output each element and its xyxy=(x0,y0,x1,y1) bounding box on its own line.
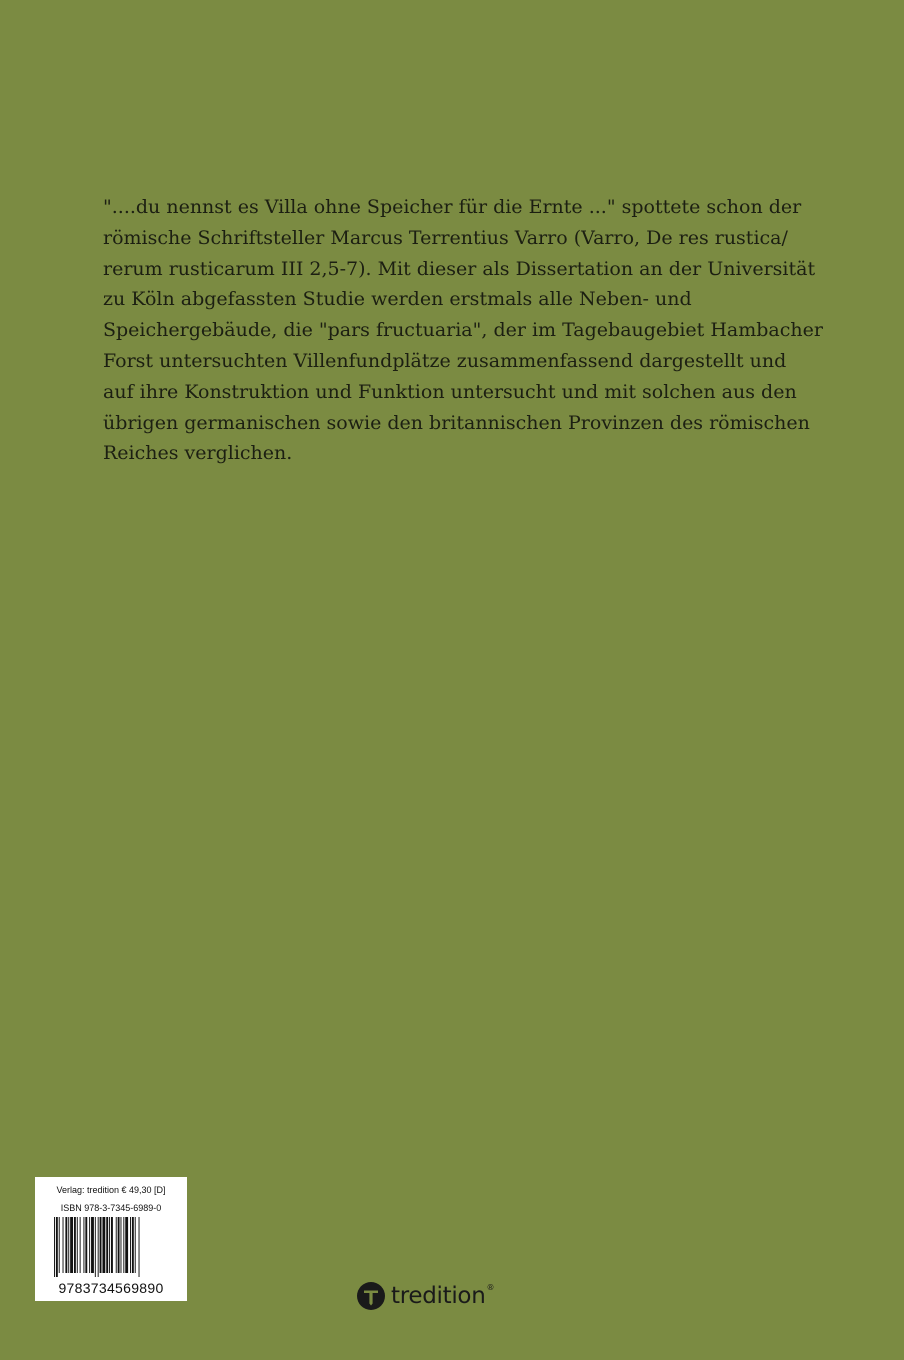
barcode-bar xyxy=(139,1217,140,1277)
publisher-logo xyxy=(357,1281,494,1311)
barcode-bar xyxy=(85,1217,87,1273)
barcode-bar xyxy=(109,1217,110,1273)
barcode-bar xyxy=(54,1217,55,1277)
barcode-bar xyxy=(80,1217,81,1273)
blurb-line: auf ihre Konstruktion und Funktion untersucht und mit solchen aus den xyxy=(103,380,797,403)
barcode-bar xyxy=(70,1217,73,1273)
barcode-bar xyxy=(100,1217,102,1273)
barcode-bar xyxy=(56,1217,58,1277)
barcode-bar xyxy=(95,1217,96,1277)
blurb-line: Forst untersuchten Villenfundplätze zusammenfassend dargestellt und xyxy=(103,349,787,372)
barcode-bar xyxy=(68,1217,69,1273)
barcode-bar xyxy=(123,1217,124,1273)
isbn-barcode-box xyxy=(35,1177,187,1301)
barcode-number: 9783734569890 xyxy=(58,1280,164,1296)
barcode-bar xyxy=(121,1217,122,1273)
barcode-bar xyxy=(116,1217,117,1273)
isbn-label: ISBN 978-3-7345-6989-0 xyxy=(60,1203,162,1213)
barcode-bar xyxy=(125,1217,128,1273)
barcode-bars-icon xyxy=(54,1217,168,1277)
blurb-line: Speichergebäude, die "pars fructuaria", der im Tagebaugebiet Hambacher xyxy=(103,319,823,342)
publisher-name: tredition xyxy=(391,1283,486,1309)
barcode-bar xyxy=(118,1217,120,1273)
publisher-price-label: Verlag: tredition € 49,30 [D] xyxy=(56,1185,166,1195)
blurb-line: rerum rusticarum III 2,5-7). Mit dieser als Dissertation an der Universität xyxy=(103,257,816,280)
barcode-bar xyxy=(111,1217,113,1273)
back-cover-blurb xyxy=(103,192,823,469)
blurb-line: "....du nennst es Villa ohne Speicher für die Ernte ..." spottete schon der xyxy=(103,196,802,218)
blurb-line: zu Köln abgefassten Studie werden erstmals alle Neben- und xyxy=(103,288,692,311)
barcode-bar xyxy=(89,1217,90,1273)
barcode-bar xyxy=(83,1217,84,1273)
tredition-logo-icon xyxy=(357,1282,385,1310)
barcode-bar xyxy=(102,1217,105,1273)
barcode-bar xyxy=(132,1217,134,1273)
barcode-bar xyxy=(106,1217,108,1273)
barcode-bar xyxy=(91,1217,94,1273)
barcode-bar xyxy=(77,1217,78,1273)
registered-mark: ® xyxy=(486,1283,495,1292)
barcode-bar xyxy=(98,1217,99,1277)
barcode-bar xyxy=(135,1217,136,1273)
barcode-bar xyxy=(130,1217,131,1273)
blurb-line: Reiches verglichen. xyxy=(103,442,293,465)
barcode-bar xyxy=(65,1217,67,1273)
barcode-bar xyxy=(59,1217,60,1273)
barcode-bar xyxy=(63,1217,64,1273)
blurb-line: römische Schriftsteller Marcus Terrentius Varro (Varro, De res rustica/ xyxy=(103,226,788,249)
blurb-line: übrigen germanischen sowie den britannischen Provinzen des römischen xyxy=(103,411,810,434)
barcode-bar xyxy=(74,1217,76,1273)
